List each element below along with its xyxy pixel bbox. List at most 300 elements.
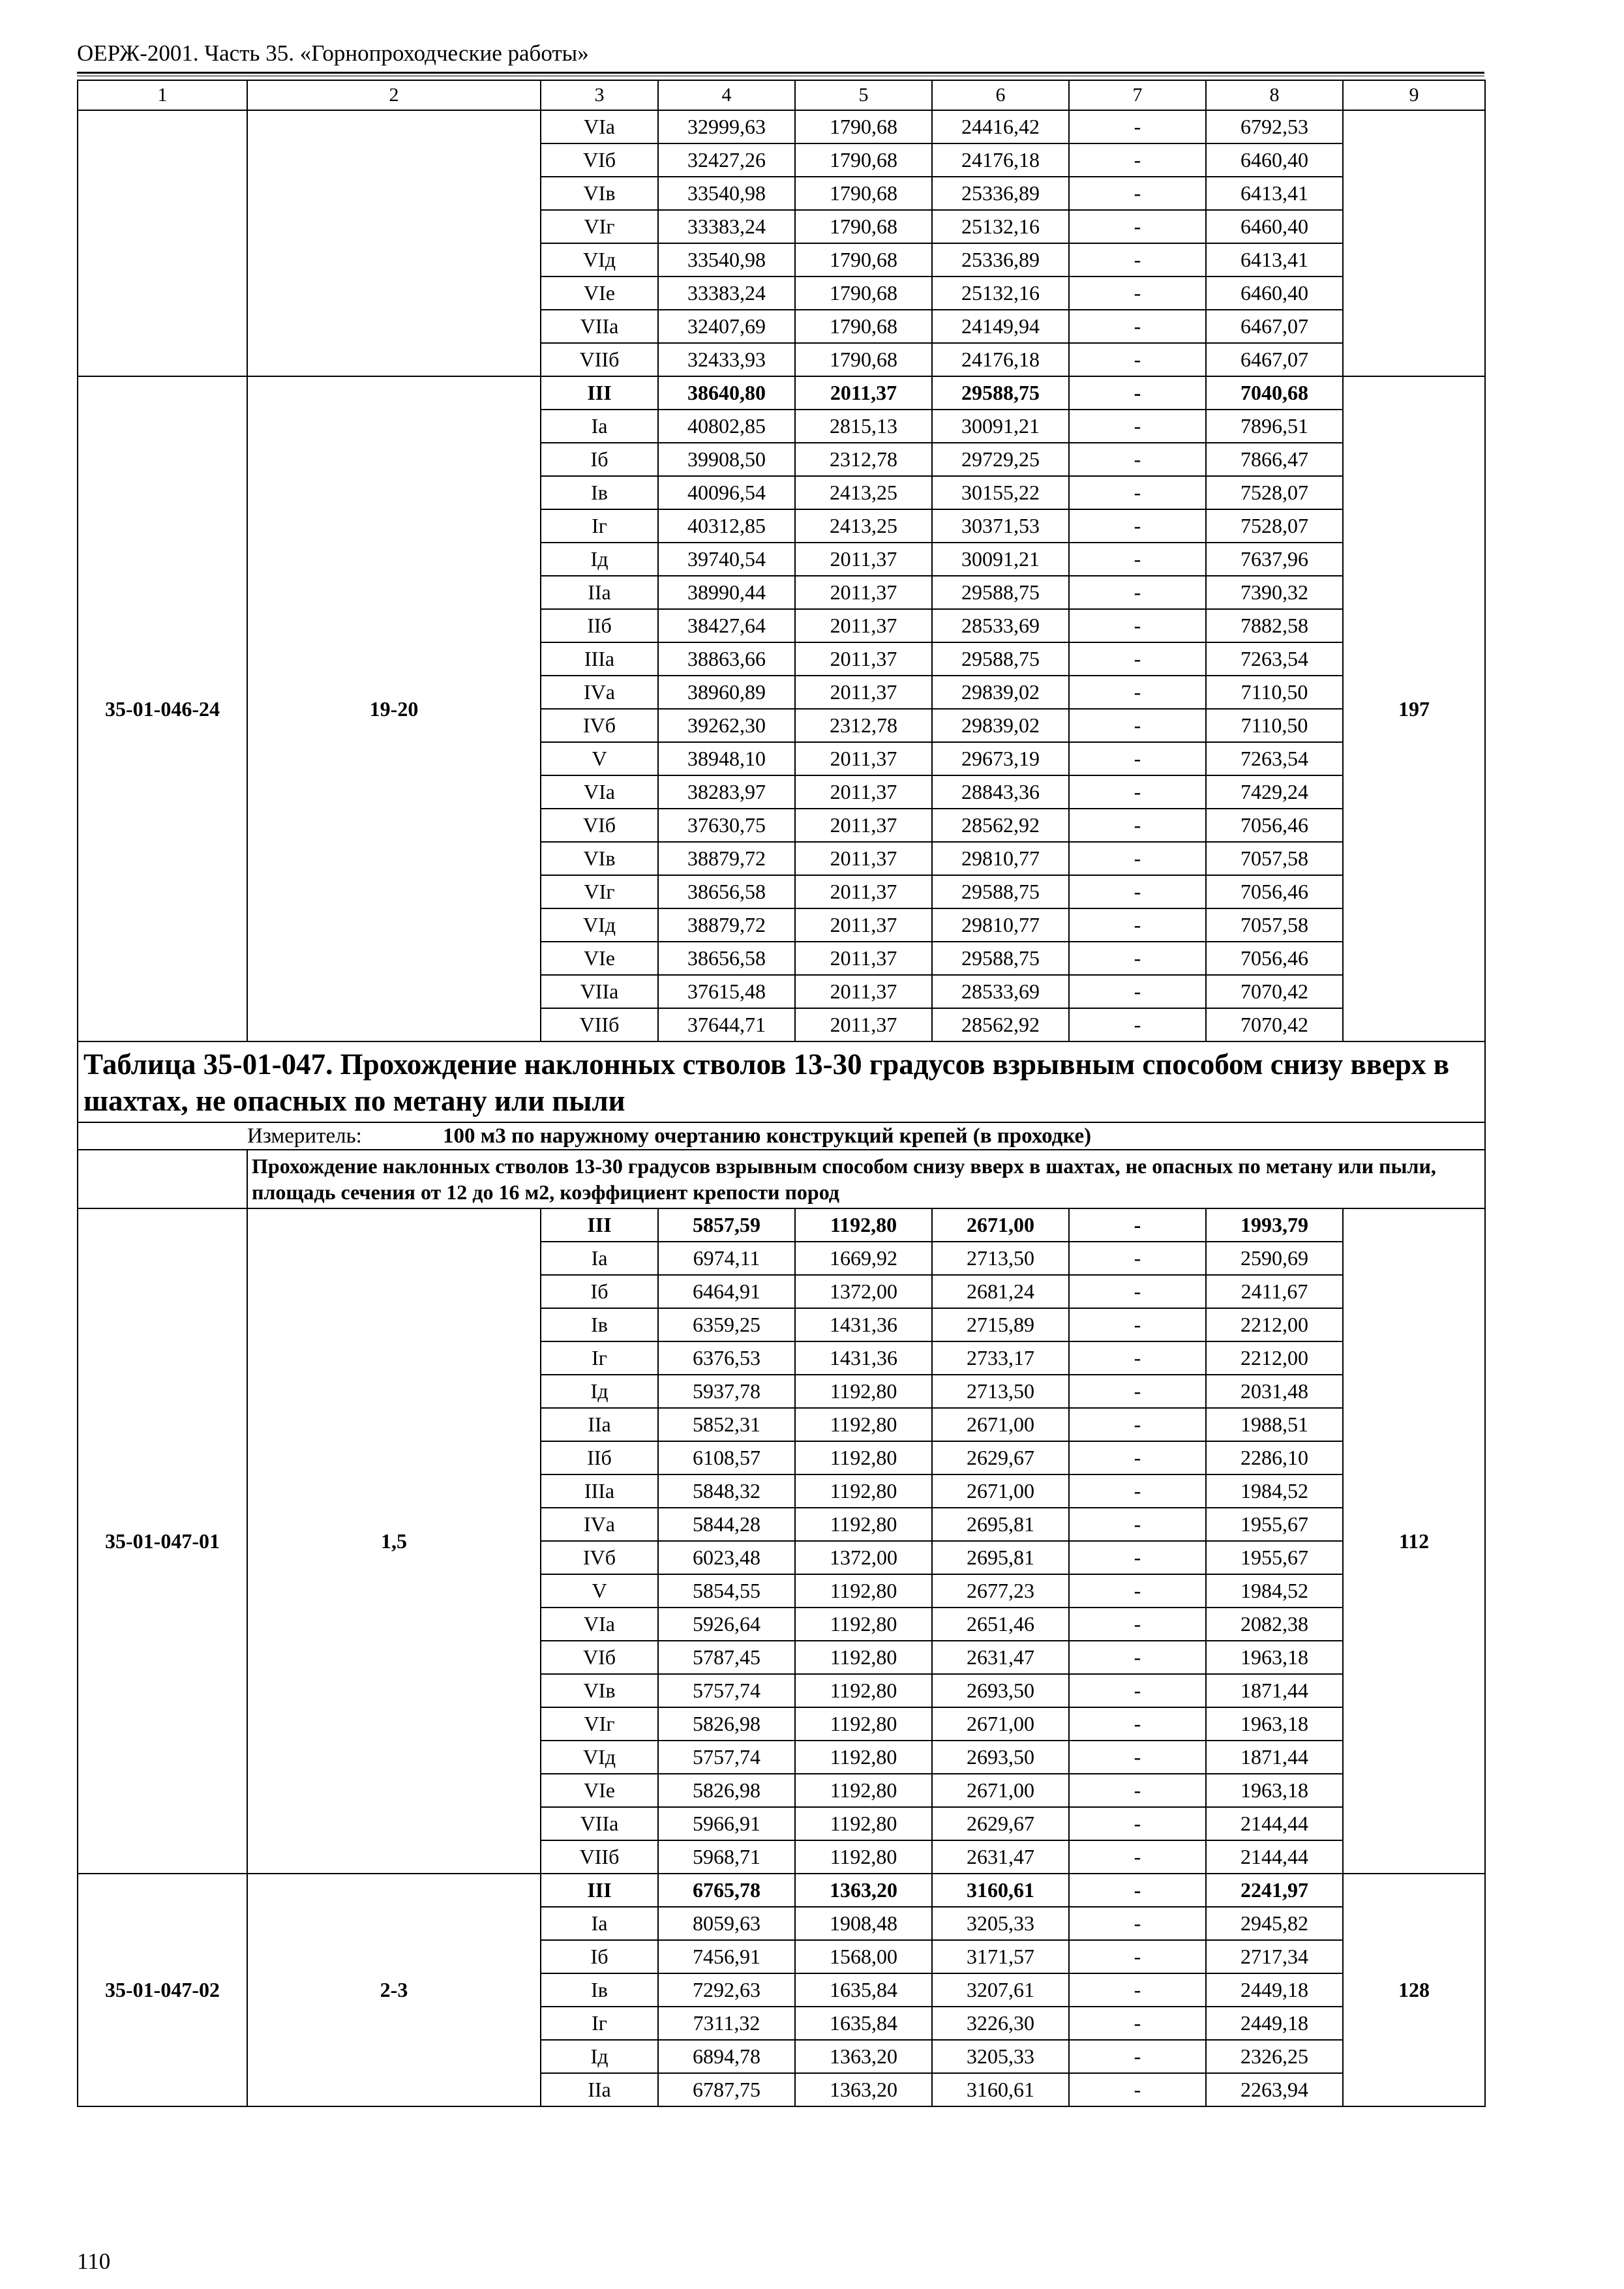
column-number: 8 [1206, 80, 1343, 110]
table-cell: 2651,46 [932, 1608, 1069, 1641]
table-cell: 1431,36 [795, 1308, 932, 1341]
table-cell: 7311,32 [658, 2007, 795, 2040]
table-cell: 25336,89 [932, 177, 1069, 210]
table-cell: VIд [541, 1741, 658, 1774]
table-cell: 2671,00 [932, 1208, 1069, 1242]
table-cell: IIа [541, 576, 658, 609]
table-cell: - [1069, 842, 1206, 875]
table-cell: 7057,58 [1206, 842, 1343, 875]
table-cell: 30091,21 [932, 410, 1069, 443]
table-cell: 1363,20 [795, 1874, 932, 1907]
table-cell: IVб [541, 1541, 658, 1574]
column-number: 9 [1343, 80, 1485, 110]
table-cell: - [1069, 1807, 1206, 1840]
table-cell: 2717,34 [1206, 1940, 1343, 1973]
table-cell: 6464,91 [658, 1275, 795, 1308]
table-cell: 1192,80 [795, 1674, 932, 1707]
table-cell: 7882,58 [1206, 609, 1343, 642]
table-cell: 40802,85 [658, 410, 795, 443]
table-cell: 1192,80 [795, 1608, 932, 1641]
table-cell: 6974,11 [658, 1242, 795, 1275]
table-cell: 37630,75 [658, 809, 795, 842]
table-cell: - [1069, 1608, 1206, 1641]
table-cell: 1984,52 [1206, 1574, 1343, 1608]
table-cell: 1192,80 [795, 1707, 932, 1741]
table-cell: 29839,02 [932, 709, 1069, 742]
table-cell: - [1069, 143, 1206, 177]
table-cell: - [1069, 476, 1206, 509]
table-cell: 38990,44 [658, 576, 795, 609]
table-cell: - [1069, 1674, 1206, 1707]
table-cell: - [1069, 1474, 1206, 1508]
table-cell: - [1069, 343, 1206, 376]
table-cell: 2263,94 [1206, 2073, 1343, 2106]
table-cell: 1790,68 [795, 210, 932, 243]
table-cell: VIд [541, 908, 658, 942]
table-cell: 2011,37 [795, 376, 932, 410]
table-cell: VIд [541, 243, 658, 277]
table-cell: 5937,78 [658, 1375, 795, 1408]
table-cell: Iб [541, 443, 658, 476]
table-cell: 5966,91 [658, 1807, 795, 1840]
table-cell: - [1069, 1574, 1206, 1608]
table-cell: 5826,98 [658, 1774, 795, 1807]
table-cell: - [1069, 509, 1206, 543]
table-cell: 1635,84 [795, 2007, 932, 2040]
table-cell: Iа [541, 1242, 658, 1275]
table-cell: 5826,98 [658, 1707, 795, 1741]
table-cell: 25132,16 [932, 277, 1069, 310]
rate-code: 35-01-047-01 [78, 1208, 247, 1874]
table-cell: VIIа [541, 975, 658, 1008]
table-cell: 2011,37 [795, 642, 932, 676]
table-cell: 6765,78 [658, 1874, 795, 1907]
table-cell: VIа [541, 110, 658, 143]
table-cell: 6023,48 [658, 1541, 795, 1574]
table-cell: - [1069, 277, 1206, 310]
table-cell: IIб [541, 609, 658, 642]
table-cell: - [1069, 1707, 1206, 1741]
table-cell: 5968,71 [658, 1840, 795, 1874]
table-cell: - [1069, 975, 1206, 1008]
table-cell: - [1069, 1341, 1206, 1375]
table-cell: 28533,69 [932, 975, 1069, 1008]
table-cell: VIIб [541, 343, 658, 376]
table-cell: Iг [541, 509, 658, 543]
table-cell: 1963,18 [1206, 1774, 1343, 1807]
table-cell: 2629,67 [932, 1441, 1069, 1474]
table-cell: 32407,69 [658, 310, 795, 343]
table-cell: 32427,26 [658, 143, 795, 177]
table-title-row [78, 1041, 1485, 1122]
table-cell: 28533,69 [932, 609, 1069, 642]
table-cell: - [1069, 443, 1206, 476]
table-cell: - [1069, 676, 1206, 709]
table-cell: VIIа [541, 310, 658, 343]
table-cell: - [1069, 1441, 1206, 1474]
table-cell: 1192,80 [795, 1208, 932, 1242]
table-cell: Iб [541, 1275, 658, 1308]
table-cell: - [1069, 1008, 1206, 1041]
table-cell: 25132,16 [932, 210, 1069, 243]
table-cell: Iд [541, 2040, 658, 2073]
table-row [78, 376, 1485, 410]
table-cell: - [1069, 709, 1206, 742]
table-cell: VIб [541, 1641, 658, 1674]
table-cell: 1192,80 [795, 1574, 932, 1608]
table-cell: 39740,54 [658, 543, 795, 576]
table-cell: VIе [541, 942, 658, 975]
table-cell: - [1069, 942, 1206, 975]
table-cell: 2011,37 [795, 742, 932, 775]
table-cell: 6413,41 [1206, 243, 1343, 277]
table-cell: VIб [541, 809, 658, 842]
table-cell: 29810,77 [932, 842, 1069, 875]
table-cell: 1192,80 [795, 1641, 932, 1674]
table-cell: 28562,92 [932, 1008, 1069, 1041]
table-cell: 29729,25 [932, 443, 1069, 476]
table-cell: VIг [541, 1707, 658, 1741]
rate-parameter: 1,5 [247, 1208, 541, 1874]
table-cell: - [1069, 2040, 1206, 2073]
table-cell: 2671,00 [932, 1474, 1069, 1508]
table-cell: 1192,80 [795, 1408, 932, 1441]
table-cell: - [1069, 1940, 1206, 1973]
table-cell: 2011,37 [795, 1008, 932, 1041]
table-cell: 2082,38 [1206, 1608, 1343, 1641]
table-cell: 7070,42 [1206, 975, 1343, 1008]
table-cell: 1192,80 [795, 1741, 932, 1774]
description-row [78, 1150, 1485, 1208]
table-cell: 5852,31 [658, 1408, 795, 1441]
table-cell: 40312,85 [658, 509, 795, 543]
table-cell: - [1069, 1774, 1206, 1807]
table-cell: VIг [541, 210, 658, 243]
table-cell: 2733,17 [932, 1341, 1069, 1375]
column-number: 6 [932, 80, 1069, 110]
table-cell: - [1069, 576, 1206, 609]
table-cell: 38640,80 [658, 376, 795, 410]
table-cell: 2695,81 [932, 1541, 1069, 1574]
table-cell: IIIа [541, 642, 658, 676]
table-cell: 5857,59 [658, 1208, 795, 1242]
table-cell: IIа [541, 2073, 658, 2106]
table-cell: 3226,30 [932, 2007, 1069, 2040]
table-cell: IIб [541, 1441, 658, 1474]
table-cell: 1192,80 [795, 1840, 932, 1874]
table-cell: - [1069, 1907, 1206, 1940]
table-cell: Iг [541, 1341, 658, 1375]
column-number: 2 [247, 80, 541, 110]
table-cell: - [1069, 1408, 1206, 1441]
table-cell: VIв [541, 842, 658, 875]
table-cell: - [1069, 2073, 1206, 2106]
table-cell: 2715,89 [932, 1308, 1069, 1341]
table-cell: 1363,20 [795, 2040, 932, 2073]
table-cell: V [541, 1574, 658, 1608]
rate-result: 128 [1343, 1874, 1485, 2106]
table-cell: 2011,37 [795, 609, 932, 642]
table-cell: 32433,93 [658, 343, 795, 376]
table-cell: 38656,58 [658, 942, 795, 975]
table-cell: 5757,74 [658, 1741, 795, 1774]
table-row [78, 110, 1485, 143]
table-cell: 6108,57 [658, 1441, 795, 1474]
table-cell: 30155,22 [932, 476, 1069, 509]
table-cell: - [1069, 1541, 1206, 1574]
table-cell: - [1069, 1840, 1206, 1874]
table-cell: 7637,96 [1206, 543, 1343, 576]
table-cell: 1192,80 [795, 1474, 932, 1508]
table-cell: 1790,68 [795, 310, 932, 343]
table-cell: 38948,10 [658, 742, 795, 775]
table-cell: 2631,47 [932, 1840, 1069, 1874]
table-cell: - [1069, 1641, 1206, 1674]
table-cell: 2011,37 [795, 942, 932, 975]
table-cell: 5844,28 [658, 1508, 795, 1541]
table-cell: 7070,42 [1206, 1008, 1343, 1041]
table-cell: 6460,40 [1206, 210, 1343, 243]
table-cell: Iг [541, 2007, 658, 2040]
table-cell: 1790,68 [795, 177, 932, 210]
table-cell: 1192,80 [795, 1774, 932, 1807]
table-cell: - [1069, 1741, 1206, 1774]
column-number: 3 [541, 80, 658, 110]
column-number: 4 [658, 80, 795, 110]
table-cell: 2011,37 [795, 576, 932, 609]
table-cell: 1963,18 [1206, 1641, 1343, 1674]
table-cell: 3207,61 [932, 1973, 1069, 2007]
unit-value: 100 м3 по наружному очертанию конструкций крепей (в проходке) [443, 1124, 1092, 1148]
table-cell: 2212,00 [1206, 1308, 1343, 1341]
table-cell: 2212,00 [1206, 1341, 1343, 1375]
table-cell: - [1069, 1208, 1206, 1242]
table-cell: 2713,50 [932, 1242, 1069, 1275]
table-cell: 30371,53 [932, 509, 1069, 543]
table-cell: 2144,44 [1206, 1807, 1343, 1840]
table-cell: 2326,25 [1206, 2040, 1343, 2073]
table-cell: 6894,78 [658, 2040, 795, 2073]
table-cell: V [541, 742, 658, 775]
table-cell: - [1069, 543, 1206, 576]
table-cell: 1192,80 [795, 1375, 932, 1408]
table-cell: 1431,36 [795, 1341, 932, 1375]
table-cell: 39908,50 [658, 443, 795, 476]
table-cell: 7110,50 [1206, 709, 1343, 742]
table-cell: 7429,24 [1206, 775, 1343, 809]
table-cell: 5757,74 [658, 1674, 795, 1707]
table-cell: 2011,37 [795, 775, 932, 809]
table-cell: VIа [541, 775, 658, 809]
table-cell: 7896,51 [1206, 410, 1343, 443]
table-cell: - [1069, 742, 1206, 775]
table-cell: 2312,78 [795, 709, 932, 742]
table-cell: 1993,79 [1206, 1208, 1343, 1242]
table-cell: 6460,40 [1206, 143, 1343, 177]
table-cell: 2144,44 [1206, 1840, 1343, 1874]
table-cell: - [1069, 210, 1206, 243]
description-spacer [78, 1150, 247, 1208]
table-cell: Iв [541, 1973, 658, 2007]
table-cell: - [1069, 1874, 1206, 1907]
table-cell: 24176,18 [932, 143, 1069, 177]
table-cell: VIIб [541, 1008, 658, 1041]
table-cell: 28562,92 [932, 809, 1069, 842]
table-cell: 6376,53 [658, 1341, 795, 1375]
table-cell: 2312,78 [795, 443, 932, 476]
table-cell: 39262,30 [658, 709, 795, 742]
table-cell: 1192,80 [795, 1508, 932, 1541]
table-cell: - [1069, 609, 1206, 642]
table-cell: 2011,37 [795, 809, 932, 842]
table-cell: 2011,37 [795, 975, 932, 1008]
rate-result: 112 [1343, 1208, 1485, 1874]
table-row [78, 1874, 1485, 1907]
table-cell: 25336,89 [932, 243, 1069, 277]
rate-code: 35-01-046-24 [78, 376, 247, 1041]
table-cell: 1908,48 [795, 1907, 932, 1940]
table-cell: 29588,75 [932, 376, 1069, 410]
table-cell: 7110,50 [1206, 676, 1343, 709]
table-cell: 1669,92 [795, 1242, 932, 1275]
table-cell: 2671,00 [932, 1408, 1069, 1441]
table-cell: 6787,75 [658, 2073, 795, 2106]
column-number: 5 [795, 80, 932, 110]
table-cell: - [1069, 875, 1206, 908]
table-cell: 1568,00 [795, 1940, 932, 1973]
table-cell: 2011,37 [795, 543, 932, 576]
table-cell: Iв [541, 1308, 658, 1341]
rate-code: 35-01-047-02 [78, 1874, 247, 2106]
table-cell: - [1069, 642, 1206, 676]
table-cell: Iа [541, 410, 658, 443]
table-cell: III [541, 376, 658, 410]
table-cell: 24149,94 [932, 310, 1069, 343]
table-cell: - [1069, 2007, 1206, 2040]
table-cell: 2815,13 [795, 410, 932, 443]
table-cell: 8059,63 [658, 1907, 795, 1940]
table-cell: 33540,98 [658, 243, 795, 277]
table-cell: 29673,19 [932, 742, 1069, 775]
table-cell: 2011,37 [795, 676, 932, 709]
table-cell: - [1069, 1508, 1206, 1541]
table-cell: 2590,69 [1206, 1242, 1343, 1275]
unit-cell [247, 1122, 1485, 1150]
table-cell: 7263,54 [1206, 742, 1343, 775]
table-cell: 29588,75 [932, 942, 1069, 975]
table-cell: 37615,48 [658, 975, 795, 1008]
table-cell: VIв [541, 1674, 658, 1707]
table-cell: 6467,07 [1206, 310, 1343, 343]
table-cell: 1790,68 [795, 243, 932, 277]
table-cell: 1790,68 [795, 277, 932, 310]
table-cell: - [1069, 908, 1206, 942]
table-cell: 29810,77 [932, 908, 1069, 942]
table-cell: 30091,21 [932, 543, 1069, 576]
table-cell: 2693,50 [932, 1741, 1069, 1774]
table-cell: 38863,66 [658, 642, 795, 676]
table-cell: 2631,47 [932, 1641, 1069, 1674]
table-cell: 7263,54 [1206, 642, 1343, 676]
table-cell: 3160,61 [932, 1874, 1069, 1907]
table-cell: 2671,00 [932, 1774, 1069, 1807]
table-cell: Iв [541, 476, 658, 509]
rate-parameter [247, 110, 541, 376]
table-cell: 5848,32 [658, 1474, 795, 1508]
table-cell: VIа [541, 1608, 658, 1641]
table-cell: 1955,67 [1206, 1508, 1343, 1541]
table-cell: 7292,63 [658, 1973, 795, 2007]
table-cell: IIа [541, 1408, 658, 1441]
table-cell: 2411,67 [1206, 1275, 1343, 1308]
table-cell: 7390,32 [1206, 576, 1343, 609]
table-cell: 1363,20 [795, 2073, 932, 2106]
section-description: Прохождение наклонных стволов 13-30 градусов взрывным способом снизу вверх в шахтах, не опасных по метану или пыли, площадь сечения от 12 до 16 м2, коэффициент крепости пород [247, 1150, 1485, 1208]
table-cell: 2693,50 [932, 1674, 1069, 1707]
table-cell: 2286,10 [1206, 1441, 1343, 1474]
table-cell: 40096,54 [658, 476, 795, 509]
table-cell: IVа [541, 1508, 658, 1541]
table-cell: 33383,24 [658, 210, 795, 243]
table-cell: Iд [541, 543, 658, 576]
table-cell: 7056,46 [1206, 942, 1343, 975]
table-cell: 38283,97 [658, 775, 795, 809]
table-cell: 2677,23 [932, 1574, 1069, 1608]
table-cell: 1790,68 [795, 143, 932, 177]
table-cell: - [1069, 775, 1206, 809]
table-cell: 1984,52 [1206, 1474, 1343, 1508]
table-cell: 2241,97 [1206, 1874, 1343, 1907]
table-cell: 1192,80 [795, 1441, 932, 1474]
table-cell: 6792,53 [1206, 110, 1343, 143]
table-cell: 5787,45 [658, 1641, 795, 1674]
rate-result: 197 [1343, 376, 1485, 1041]
column-number: 7 [1069, 80, 1206, 110]
unit-spacer [78, 1122, 247, 1150]
table-cell: - [1069, 1308, 1206, 1341]
table-cell: - [1069, 177, 1206, 210]
table-cell: 1955,67 [1206, 1541, 1343, 1574]
table-cell: 3205,33 [932, 2040, 1069, 2073]
table-cell: VIе [541, 277, 658, 310]
table-cell: III [541, 1208, 658, 1242]
table-cell: 38879,72 [658, 842, 795, 875]
table-row [78, 1208, 1485, 1242]
table-cell: 6460,40 [1206, 277, 1343, 310]
table-cell: 3205,33 [932, 1907, 1069, 1940]
table-cell: 33383,24 [658, 277, 795, 310]
table-cell: VIб [541, 143, 658, 177]
table-cell: Iа [541, 1907, 658, 1940]
table-cell: 2011,37 [795, 842, 932, 875]
table-cell: 2449,18 [1206, 2007, 1343, 2040]
table-cell: 2031,48 [1206, 1375, 1343, 1408]
rate-result [1343, 110, 1485, 376]
table-cell: 6467,07 [1206, 343, 1343, 376]
column-number-row [78, 80, 1485, 110]
table-cell: 7866,47 [1206, 443, 1343, 476]
table-cell: 7040,68 [1206, 376, 1343, 410]
table-cell: - [1069, 1375, 1206, 1408]
header-rule [77, 72, 1484, 74]
table-cell: IIIа [541, 1474, 658, 1508]
table-cell: 2681,24 [932, 1275, 1069, 1308]
table-cell: VIв [541, 177, 658, 210]
table-cell: 7528,07 [1206, 476, 1343, 509]
table-cell: 1871,44 [1206, 1741, 1343, 1774]
table-cell: 29588,75 [932, 576, 1069, 609]
unit-row [78, 1122, 1485, 1150]
